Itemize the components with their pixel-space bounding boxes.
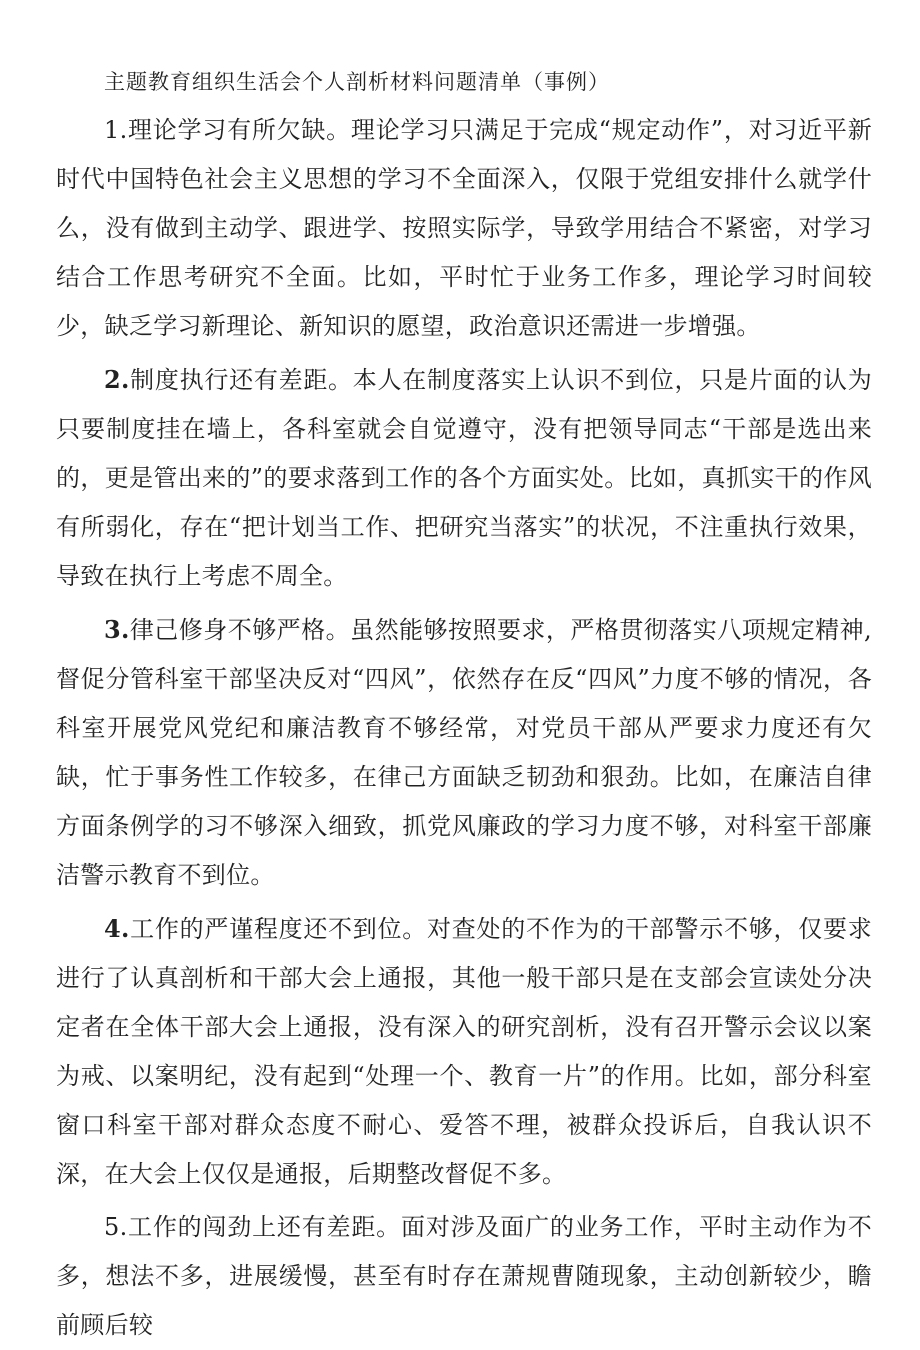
paragraph-3-number: 3.	[104, 615, 130, 644]
paragraph-1	[56, 106, 872, 351]
document-title: 主题教育组织生活会个人剖析材料问题清单（事例）	[104, 70, 610, 94]
paragraph-2	[56, 355, 872, 601]
paragraph-2-text: 制度执行还有差距。本人在制度落实上认识不到位，只是片面的认为只要制度挂在墙上，各科室就会自觉遵守，没有把领导同志“干部是选出来的，更是管出来的”的要求落到工作的各个方面实处。比如，真抓实干的作风有所弱化，存在“把计划当工作、把研究当落实”的状况，不注重执行效果，导致在执行上考虑不周全。	[56, 366, 872, 590]
paragraph-2-number: 2.	[104, 365, 130, 394]
paragraph-5-number: 5.	[104, 1213, 128, 1241]
paragraph-1-number: 1.	[104, 116, 128, 144]
paragraph-4-text: 工作的严谨程度还不到位。对查处的不作为的干部警示不够，仅要求进行了认真剖析和干部大会上通报，其他一般干部只是在支部会宣读处分决定者在全体干部大会上通报，没有深入的研究剖析，没有召开警示会议以案为戒、以案明纪，没有起到“处理一个、教育一片”的作用。比如，部分科室窗口科室干部对群众态度不耐心、爱答不理，被群众投诉后，自我认识不深，在大会上仅仅是通报，后期整改督促不多。	[56, 915, 872, 1188]
paragraph-4	[56, 904, 872, 1199]
paragraph-5	[56, 1203, 872, 1350]
paragraph-3	[56, 605, 872, 900]
paragraph-3-text: 律己修身不够严格。虽然能够按照要求，严格贯彻落实八项规定精神,督促分管科室干部坚决反对“四风”，依然存在反“四风”力度不够的情况，各科室开展党风党纪和廉洁教育不够经常，对党员干部从严要求力度还有欠缺，忙于事务性工作较多，在律己方面缺乏韧劲和狠劲。比如，在廉洁自律方面条例学的习不够深入细致，抓党风廉政的学习力度不够，对科室干部廉洁警示教育不到位。	[56, 616, 872, 889]
paragraph-5-text: 工作的闯劲上还有差距。面对涉及面广的业务工作，平时主动作为不多，想法不多，进展缓慢，甚至有时存在萧规曹随现象，主动创新较少，瞻前顾后较	[56, 1213, 872, 1339]
paragraph-1-text: 理论学习有所欠缺。理论学习只满足于完成“规定动作”，对习近平新时代中国特色社会主义思想的学习不全面深入，仅限于党组安排什么就学什么，没有做到主动学、跟进学、按照实际学，导致学用结合不紧密，对学习结合工作思考研究不全面。比如，平时忙于业务工作多，理论学习时间较少，缺乏学习新理论、新知识的愿望，政治意识还需进一步增强。	[56, 116, 872, 340]
paragraph-4-number: 4.	[104, 914, 130, 943]
